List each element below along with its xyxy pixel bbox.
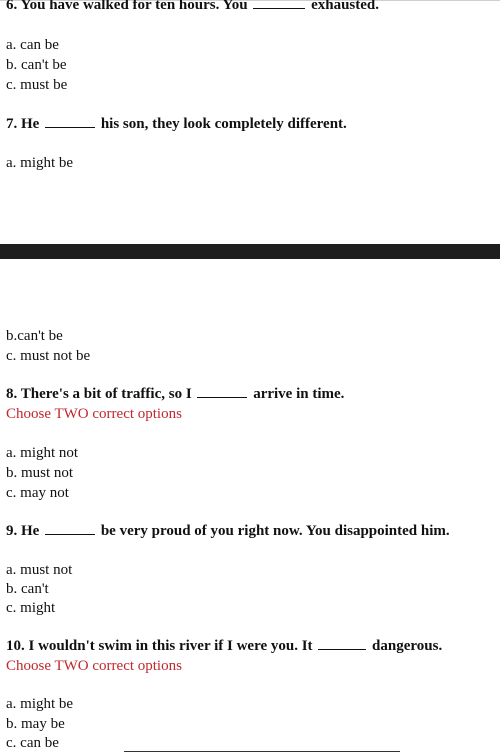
question-7-option-b: b.can't be (6, 328, 63, 344)
question-6 (6, 0, 379, 14)
question-7-text-after: his son, they look completely different. (100, 116, 347, 132)
question-10-blank (318, 648, 366, 650)
question-9-blank (45, 533, 95, 535)
question-9-option-c: c. might (6, 600, 56, 616)
question-9-text-after: be very proud of you right now. You disappointed him. (100, 523, 450, 539)
question-8-blank (197, 396, 247, 398)
question-7 (6, 116, 347, 133)
question-7-option-a: a. might be (6, 155, 74, 171)
question-6-option-c: c. must be (6, 77, 68, 93)
question-10-text-after: dangerous. (372, 638, 443, 654)
question-7-text-before: 7. He (6, 116, 40, 132)
question-10-option-a: a. might be (6, 696, 74, 712)
question-6-option-a: a. can be (6, 37, 59, 53)
question-9-option-a: a. must not (6, 562, 73, 578)
question-8 (6, 386, 344, 403)
question-7-blank (45, 126, 95, 128)
question-10-note: Choose TWO correct options (6, 658, 182, 674)
question-8-option-a: a. might not (6, 445, 79, 461)
question-6-text-after: exhausted. (311, 0, 379, 13)
question-10-text-before: 10. I wouldn't swim in this river if I were you. It (6, 638, 313, 654)
question-6-blank (253, 7, 305, 9)
question-10 (6, 638, 442, 655)
question-9 (6, 523, 450, 540)
question-8-option-c: c. may not (6, 485, 69, 501)
question-8-note: Choose TWO correct options (6, 406, 182, 422)
question-6-text-before: 6. You have walked for ten hours. You (6, 0, 248, 13)
question-10-option-b: b. may be (6, 716, 65, 732)
question-8-text-after: arrive in time. (253, 386, 345, 402)
question-9-text-before: 9. He (6, 523, 40, 539)
question-6-option-b: b. can't be (6, 57, 67, 73)
question-8-text-before: 8. There's a bit of traffic, so I (6, 386, 192, 402)
question-10-option-c: c. can be (6, 735, 59, 751)
question-9-option-b: b. can't (6, 581, 49, 597)
answer-underline (124, 751, 400, 752)
question-8-option-b: b. must not (6, 465, 74, 481)
image-divider-bar (0, 244, 500, 259)
question-7-option-c: c. must not be (6, 348, 91, 364)
